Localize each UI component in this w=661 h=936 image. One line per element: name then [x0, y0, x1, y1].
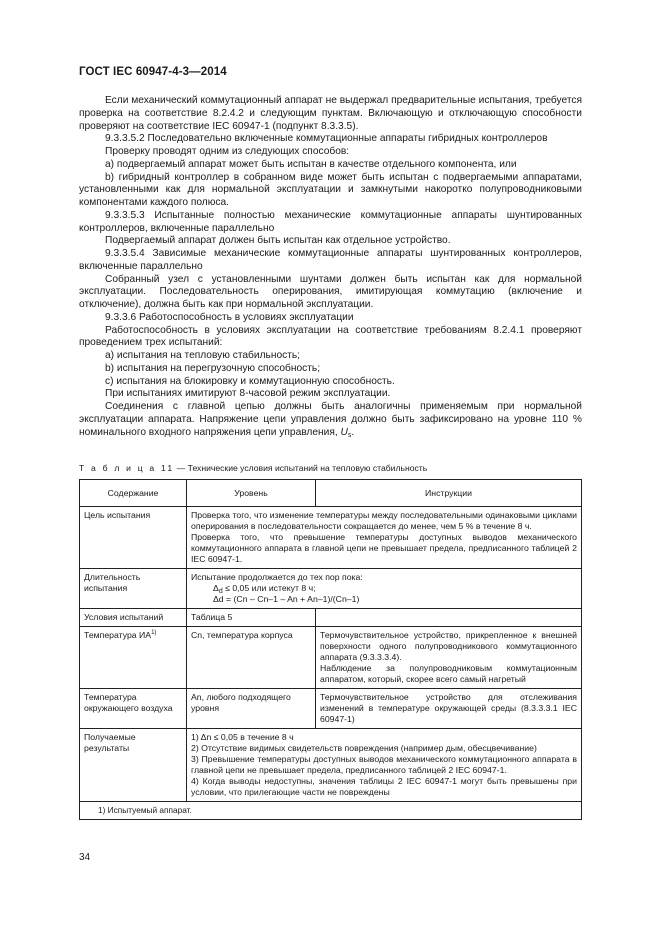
document-header: ГОСТ IEC 60947-4-3—2014 [79, 66, 227, 78]
table-row [80, 507, 582, 569]
page-number: 34 [79, 852, 91, 863]
row-content [187, 729, 582, 802]
thermal-stability-table [79, 479, 582, 820]
row-level: An, любого подходящего уровня [187, 689, 316, 729]
row-content [187, 569, 582, 609]
delta-symbol: Δ [213, 583, 219, 593]
table-footnote-row [80, 802, 582, 820]
voltage-subscript: s [347, 431, 352, 439]
list-item: b) испытания на перегрузочную способность; [105, 362, 321, 374]
formula-text: ≤ 0,05 или истекут 8 ч; [222, 583, 316, 593]
section-heading: 9.3.3.5.2 Последовательно включенные коммутационные аппараты гибридных контроллеров [105, 133, 548, 145]
list-item: c) испытания на блокировку и коммутационную способность. [105, 375, 395, 387]
result-item: 2) Отсутствие видимых свидетельств повреждения (например дым, обесцвечивание) [191, 743, 537, 753]
row-label [80, 627, 187, 689]
paragraph-end: . [351, 426, 355, 438]
section-heading: 9.3.3.6 Работоспособность в условиях эксплуатации [105, 311, 354, 323]
cell-text: Испытание продолжается до тех пор пока: [191, 572, 363, 582]
list-item: b) гибридный контроллер в собранном виде может быть испытан с подвергаемыми аппаратами, установленными как для нормальной эксплуатации и замкнутыми накоротко полупроводниковыми компонентами каждого полюса. [79, 171, 582, 208]
cell-text: Проверка того, что изменение температуры между последовательными одинаковыми циклами оперирования в последовательности сокращается до менее, чем 5 % в течение 8 ч. [191, 510, 577, 531]
column-header: Содержание [80, 480, 187, 507]
section-heading: 9.3.3.5.4 Зависимые механические коммутационные аппараты шунтированных контроллеров, включенные параллельно [79, 248, 582, 272]
table-row [80, 627, 582, 689]
formula: Δd = (Cn – Cn–1 – An + An–1)/(Cn–1) [213, 594, 360, 604]
paragraph [79, 401, 582, 439]
row-label: Получаемые результаты [80, 729, 187, 802]
footnote-ref: 1) [151, 630, 157, 636]
row-label: Температура окружающего воздуха [80, 689, 187, 729]
cell-text: Наблюдение за полупроводниковым коммутационным аппаратом, который, скорее всего самый нагретый [320, 663, 577, 684]
table-row [80, 609, 582, 627]
cell-text: Термочувствительное устройство, прикрепленное к внешней поверхности одного полупроводникового коммутационного аппарата (9.3.3.3.4). [320, 630, 577, 662]
section-heading: 9.3.3.5.3 Испытанные полностью механические коммутационные аппараты шунтированных контроллеров, включенные параллельно [79, 209, 582, 234]
result-item: 1) Δn ≤ 0,05 в течение 8 ч [191, 732, 294, 742]
table-caption-prefix: Т а б л и ц а 11 [79, 463, 175, 473]
paragraph: Проверку проводят одним из следующих способов: [105, 146, 350, 157]
column-header: Инструкции [316, 480, 582, 507]
row-content [187, 507, 582, 569]
row-instructions [316, 627, 582, 689]
row-label: Цель испытания [80, 507, 187, 569]
table-footnote: 1) Испытуемый аппарат. [80, 802, 582, 820]
row-label: Длительность испытания [80, 569, 187, 609]
row-label: Условия испытаний [80, 609, 187, 627]
table-caption [79, 463, 427, 473]
delta-subscript: d [218, 588, 223, 595]
row-instructions [316, 609, 582, 627]
paragraph: Собранный узел с установленными шунтами должен быть испытан как для нормальной эксплуатации. Последовательность оперирования, имитирующая коммутацию (включение и отключение), должна быть как при нормальной эксплуатации. [79, 273, 582, 310]
formula [191, 583, 577, 594]
table-caption-text: — Технические условия испытаний на тепловую стабильность [174, 463, 428, 473]
list-item: a) испытания на тепловую стабильность; [105, 350, 301, 361]
paragraph: Подвергаемый аппарат должен быть испытан как отдельное устройство. [105, 235, 451, 247]
row-level: Cn, температура корпуса [187, 627, 316, 689]
paragraph: При испытаниях имитируют 8-часовой режим эксплуатации. [105, 388, 391, 400]
paragraph-text: Соединения с главной цепью должны быть аналогичны применяемым при нормальной эксплуатации аппарата. Напряжение цепи управления должно быть зафиксировано на уровне 110 % номинального входного напряжения цепи управления, [79, 401, 582, 438]
voltage-symbol: U [340, 426, 348, 438]
result-item: 4) Когда выводы недоступны, значения таблицы 2 IEC 60947-1 могут быть превышены при условии, что прилегающие части не повреждены [191, 776, 577, 797]
paragraph: Если механический коммутационный аппарат не выдержал предварительные испытания, требуется проверка на соответствие 8.2.4.2 и следующим пунктам. Включающую и отключающую способности проверяют на соответствие IEC 60947-1 (подпункт 8.3.3.5). [79, 95, 582, 132]
paragraph: Работоспособность в условиях эксплуатации на соответствие требованиям 8.2.4.1 проверяют проведением трех испытаний: [79, 324, 582, 349]
result-item: 3) Превышение температуры доступных выводов механического коммутационного аппарата в главной цепи не превышает предела, предписанного таблицей 2 IEC 60947-1. [191, 754, 577, 775]
row-instructions: Термочувствительное устройство для отслеживания изменений в температуре окружающей среды (8.3.3.3.1 IEC 60947-1) [316, 689, 582, 729]
column-header: Уровень [187, 480, 316, 507]
row-level: Таблица 5 [187, 609, 316, 627]
list-item: a) подвергаемый аппарат может быть испытан в качестве отдельного компонента, или [105, 158, 517, 170]
body-text [79, 95, 582, 439]
table-row [80, 689, 582, 729]
table-header-row [80, 480, 582, 507]
table-row [80, 569, 582, 609]
row-label-text: Температура ИА [84, 630, 152, 640]
cell-text: Проверка того, что превышение температуры доступных выводов механического коммутационного аппарата в главной цепи не превышает предела, предписанного таблицей 2 IEC 60947-1. [191, 532, 577, 564]
table-row [80, 729, 582, 802]
